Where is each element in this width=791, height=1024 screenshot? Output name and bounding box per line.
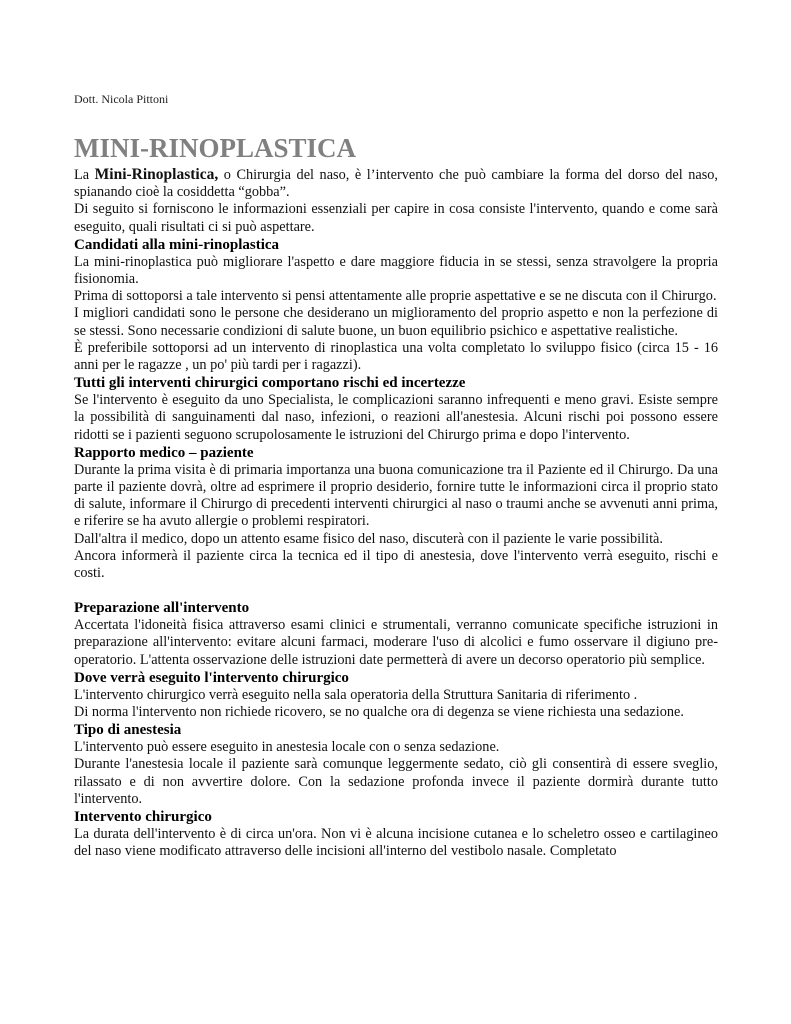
rischi-paragraph-1: Se l'intervento è eseguito da uno Specialista, le complicazioni saranno infrequenti e meno gravi. Esiste sempre la possibilità di sanguinamenti dal naso, infezioni, o reazioni all'anestesia. Alcuni rischi poi possono essere ridotti se i pazienti seguono scrupolosamente le istruzioni del Chirurgo prima e dopo l'intervento. — [74, 392, 718, 443]
intro-paragraph-2: Di seguito si forniscono le informazioni essenziali per capire in cosa consiste l'intervento, quando e come sarà eseguito, quali risultati ci si può aspettare. — [74, 201, 718, 235]
candidati-paragraph-2: Prima di sottoporsi a tale intervento si pensi attentamente alle proprie aspettative e se ne discuta con il Chirurgo. — [74, 288, 717, 305]
candidati-paragraph-3: I migliori candidati sono le persone che desiderano un miglioramento del proprio aspetto e non la perfezione di se stessi. Sono necessarie condizioni di salute buone, un buon equilibrio psichico e aspettative realistiche. — [74, 305, 718, 339]
section-spacer — [74, 582, 718, 599]
document-title: MINI-RINOPLASTICA — [74, 133, 357, 163]
author-name: Dott. Nicola Pittoni — [74, 92, 169, 106]
section-heading-candidati: Candidati alla mini-rinoplastica — [74, 236, 280, 253]
intro-prefix: La — [74, 167, 95, 183]
intro-paragraph — [74, 166, 718, 201]
document-body — [74, 166, 718, 861]
section-heading-rapporto: Rapporto medico – paziente — [74, 444, 254, 461]
anestesia-paragraph-1: L'intervento può essere eseguito in anestesia locale con o senza sedazione. — [74, 739, 500, 756]
anestesia-paragraph-2: Durante l'anestesia locale il paziente sarà comunque leggermente sedato, ciò gli consentirà di essere sveglio, rilassato e di non avvertire dolore. Con la sedazione profonda invece il paziente dormirà durante tutto l'intervento. — [74, 756, 718, 807]
candidati-paragraph-4: È preferibile sottoporsi ad un intervento di rinoplastica una volta completato lo sviluppo fisico (circa 15 - 16 anni per le ragazze , un po' più tardi per i ragazzi). — [74, 339, 718, 374]
rapporto-paragraph-1: Durante la prima visita è di primaria importanza una buona comunicazione tra il Paziente ed il Chirurgo. Da una parte il paziente dovrà, oltre ad esprimere il proprio desiderio, fornire tutte le informazioni circa il proprio stato di salute, informare il Chirurgo di precedenti interventi chirurgici al naso o traumi anche se avvenuti anni prima, e riferire se ha avuto allergie o problemi respiratori. — [74, 461, 718, 530]
intro-rest: o Chirurgia del naso, è l’intervento che può cambiare la forma del dorso del naso, spianando cioè la cosiddetta “gobba”. — [74, 167, 719, 201]
dove-paragraph-1: L'intervento chirurgico verrà eseguito nella sala operatoria della Struttura Sanitaria di riferimento . — [74, 686, 638, 703]
dove-paragraph-2: Di norma l'intervento non richiede ricovero, se no qualche ora di degenza se viene richiesta una sedazione. — [74, 704, 684, 721]
rapporto-paragraph-2: Dall'altra il medico, dopo un attento esame fisico del naso, discuterà con il paziente le varie possibilità. — [74, 530, 663, 547]
section-heading-dove: Dove verrà eseguito l'intervento chirurgico — [74, 669, 349, 686]
preparazione-paragraph-1: Accertata l'idoneità fisica attraverso esami clinici e strumentali, verranno comunicate specifiche istruzioni in preparazione all'intervento: evitare alcuni farmaci, moderare l'uso di alcolici e fumo osservare il digiuno pre-operatorio. L'attenta osservazione delle istruzioni date permetterà di avere un decorso operatorio più semplice. — [74, 617, 718, 668]
section-heading-preparazione: Preparazione all'intervento — [74, 600, 250, 617]
intervento-paragraph-1: La durata dell'intervento è di circa un'ora. Non vi è alcuna incisione cutanea e lo scheletro osseo e cartilagineo del naso viene modificato attraverso delle incisioni all'interno del vestibolo nasale. Completato — [74, 826, 718, 860]
section-heading-rischi: Tutti gli interventi chirurgici comportano rischi ed incertezze — [74, 375, 466, 392]
intro-bold-term: Mini-Rinoplastica, — [94, 166, 219, 183]
rapporto-paragraph-3: Ancora informerà il paziente circa la tecnica ed il tipo di anestesia, dove l'intervento verrà eseguito, rischi e costi. — [74, 547, 718, 582]
section-heading-intervento: Intervento chirurgico — [74, 809, 212, 826]
candidati-paragraph-1: La mini-rinoplastica può migliorare l'aspetto e dare maggiore fiducia in se stessi, senza stravolgere la propria fisionomia. — [74, 253, 718, 288]
section-heading-anestesia: Tipo di anestesia — [74, 722, 182, 739]
